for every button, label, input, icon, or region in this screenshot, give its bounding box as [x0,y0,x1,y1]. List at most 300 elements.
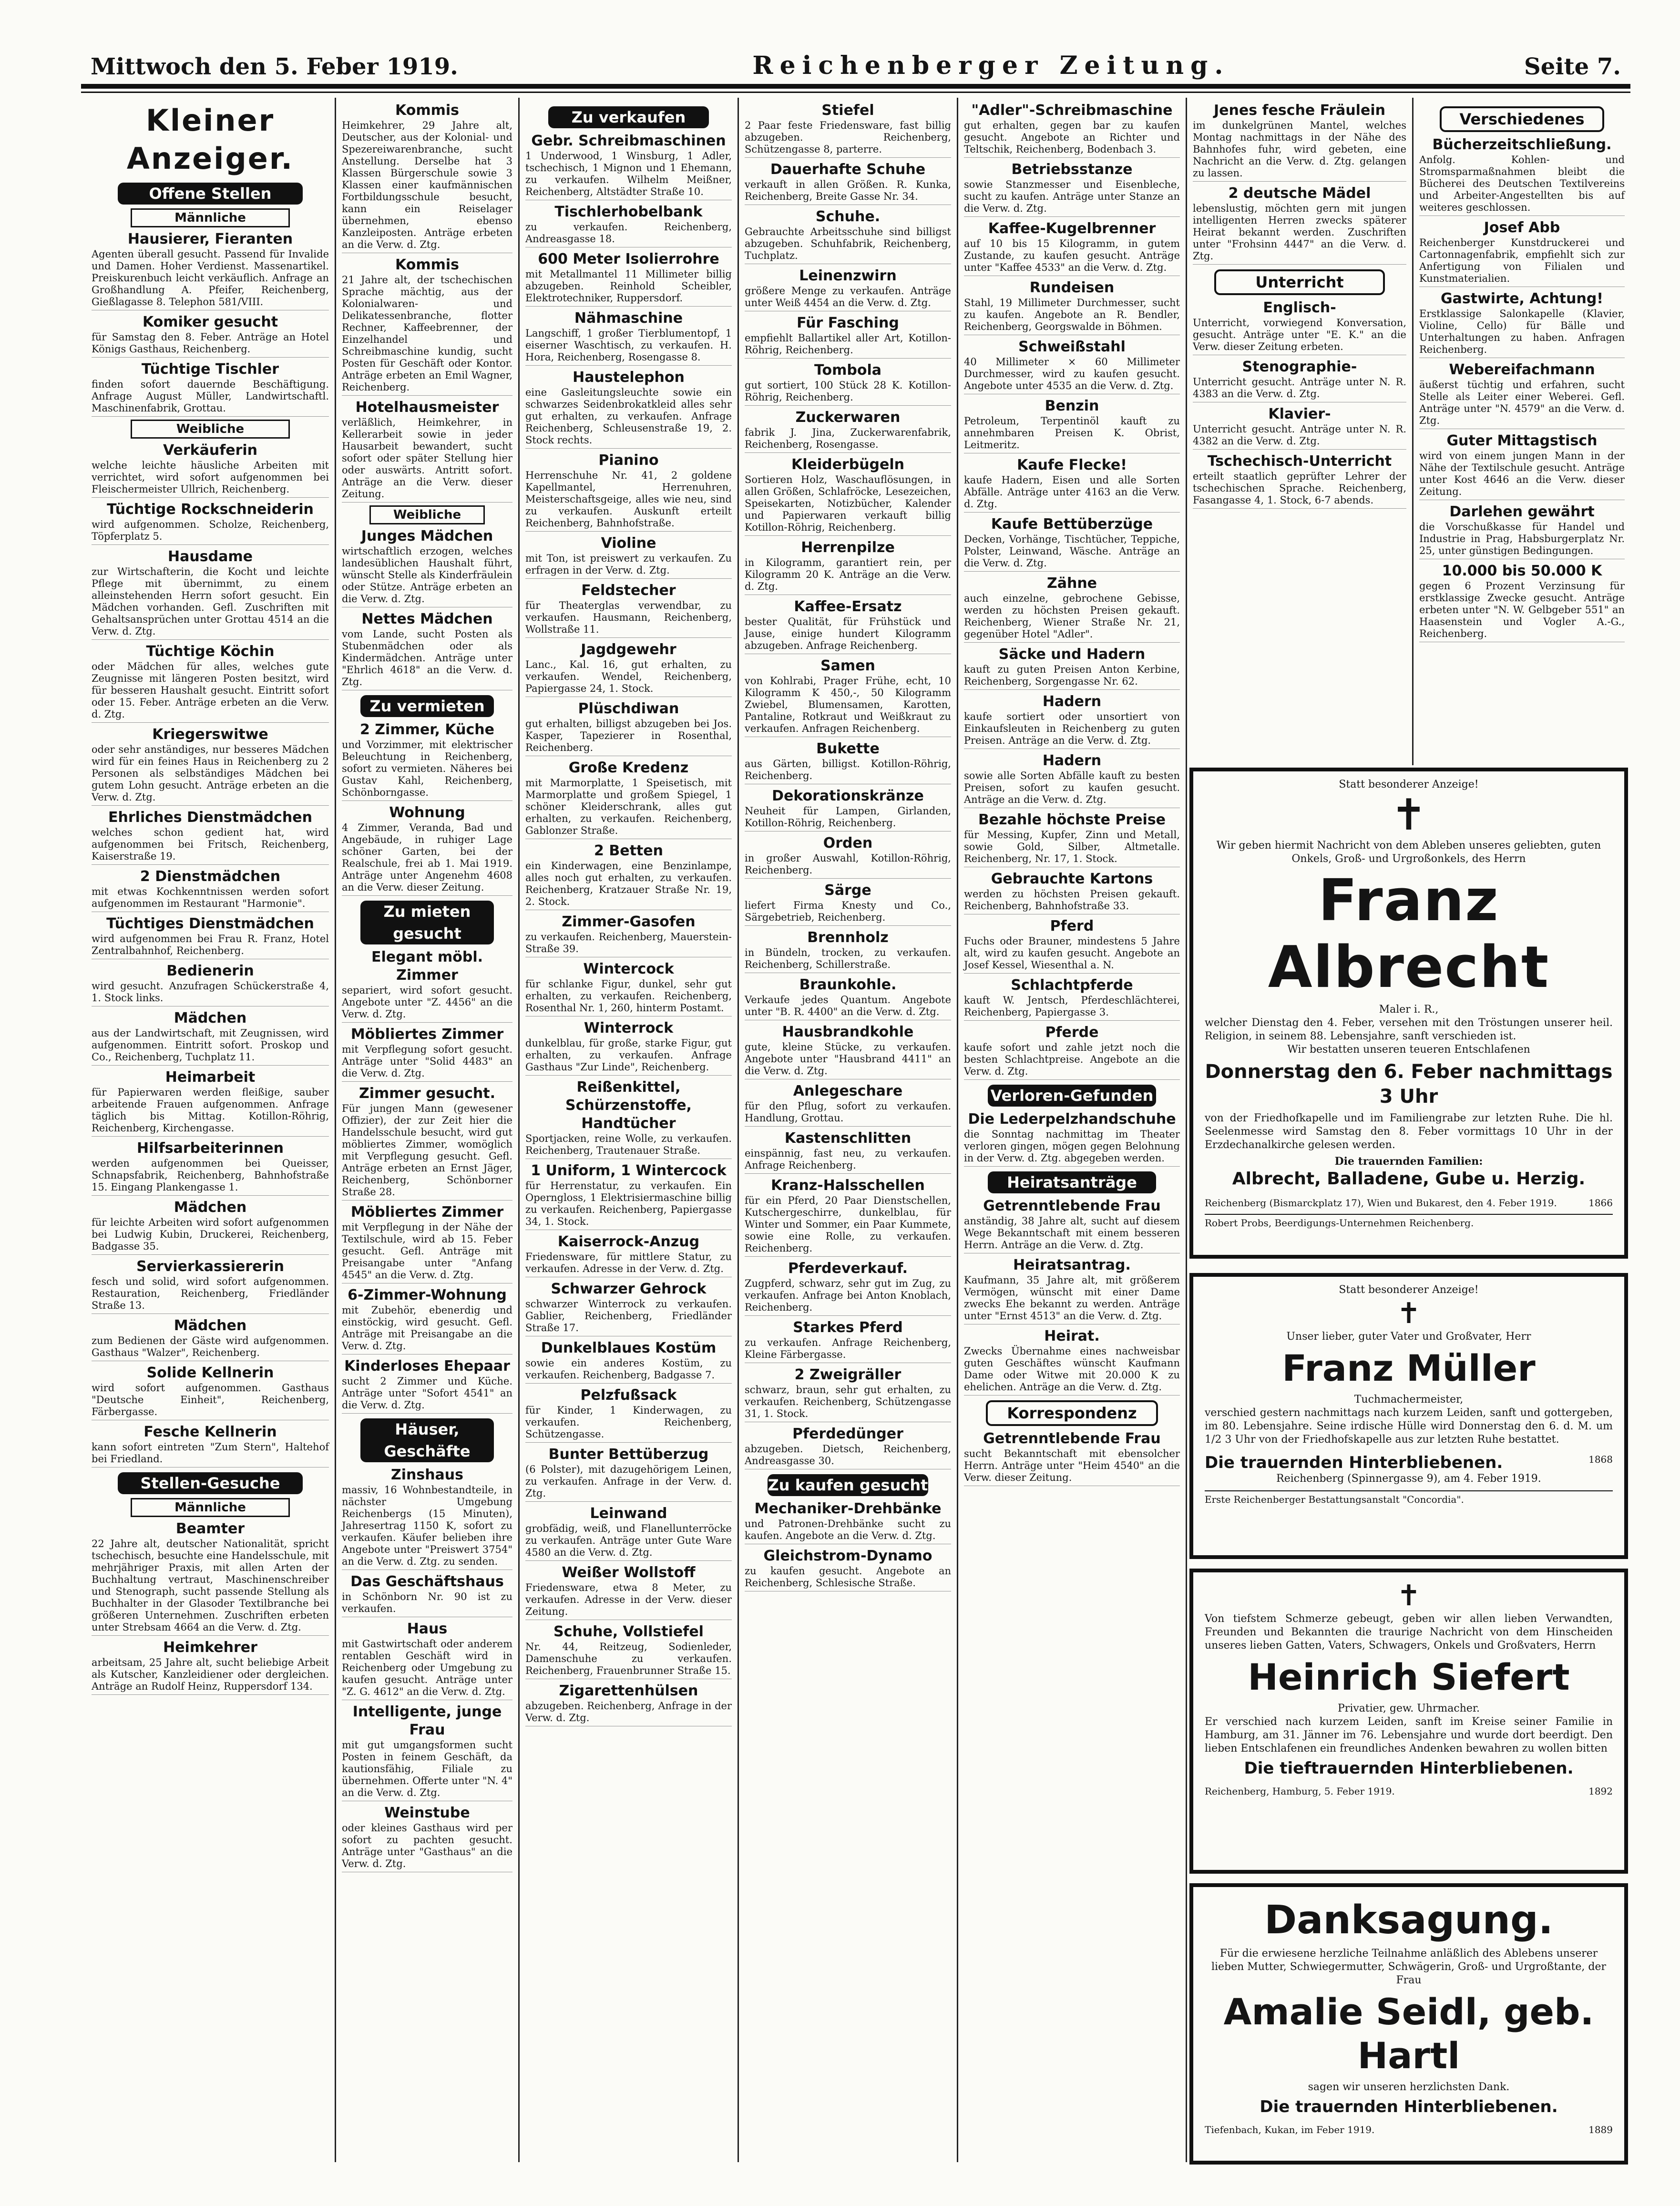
classified-ad [964,220,1180,276]
ad-body: zu verkaufen. Reichenberg, Mauerstein-Straße 39. [525,931,732,954]
classified-ad [92,230,329,310]
ad-title: Nettes Mädchen [361,611,493,627]
section-zu-vermieten: Zu vermieten [360,695,493,717]
ad-body: für leichte Arbeiten wird sofort aufgenommen bei Ludwig Kubin, Druckerei, Reichenberg, Badgasse 35. [92,1217,329,1252]
notice-name: Heinrich Siefert [1248,1656,1570,1698]
classified-ad [745,208,951,264]
ad-body: Lanc., Kal. 16, gut erhalten, zu verkaufen. Wendel, Reichenberg, Papiergasse 24, 1. Stock. [525,659,732,694]
subsection-maennliche: Männliche [131,208,290,227]
ad-title: 2 Zweigräller [794,1366,901,1383]
classified-ad [964,575,1180,643]
ad-list [1419,136,1625,642]
classified-ad [1193,358,1406,402]
classified-ad [525,451,732,532]
classified-ad [342,527,512,607]
ad-title: Leinwand [590,1505,667,1522]
ad-title: Hadern [1042,693,1102,710]
ad-title: Schlachtpferde [1011,977,1133,994]
notice-place-date: Reichenberg (Bismarckplatz 17), Wien und Bukarest, den 4. Feber 1919. [1205,1197,1557,1209]
classified-ad [745,929,951,973]
classified-ad [964,1110,1180,1167]
notice-name: Franz Albrecht [1268,868,1550,1001]
ad-title: Hilfsarbeiterinnen [137,1140,284,1157]
classified-ad [745,1425,951,1469]
ad-title: Herrenpilze [801,539,895,556]
ad-title: Heirat. [1044,1328,1100,1344]
classified-ad [745,1082,951,1127]
classified-ad [525,1339,732,1384]
ad-title: Möbliertes Zimmer [350,1204,504,1221]
ad-body: empfiehlt Ballartikel aller Art, Kotillon-Röhrig, Reichenberg. [745,332,951,356]
ad-body: kauft W. Jentsch, Pferdeschlächterei, Reichenberg, Papiergasse 3. [964,995,1180,1018]
section-zu-verkaufen: Zu verkaufen [548,106,709,128]
column-1 [86,98,336,2162]
classified-ad [964,456,1180,513]
classified-ad [92,915,329,959]
ad-body: mit Verpflegung sofort gesucht. Anträge unter "Solid 4483" an die Verw. d. Ztg. [342,1044,512,1079]
ad-list [1193,299,1406,509]
section-unterricht: Unterricht [1214,269,1384,295]
ad-title: Violine [601,535,656,552]
ad-title: Säcke und Hadern [998,646,1146,663]
ad-title: Dunkelblaues Kostüm [541,1340,717,1356]
ad-title: Webereifachmann [1449,361,1595,378]
ad-title: Schwarzer Gehrock [551,1281,707,1297]
ad-body: gute, kleine Stücke, zu verkaufen. Angebote unter "Hausbrand 4411" an die Verw. d. Ztg. [745,1041,951,1077]
ad-body: separiert, wird sofort gesucht. Angebote unter "Z. 4456" an die Verw. d. Ztg. [342,985,512,1020]
ad-title: 2 Dienstmädchen [140,868,281,885]
column-5 [958,98,1187,2162]
notice-name: Franz Müller [1282,1347,1536,1389]
ad-body: Fuchs oder Brauner, mindestens 5 Jahre alt, wird zu kaufen gesucht. Angebote an Josef Kessel, Wiesenthal a. N. [964,935,1180,971]
classified-ad [745,834,951,879]
classified-ad [92,643,329,723]
ad-body: in Kilogramm, garantiert rein, per Kilogramm 20 K. Anträge an die Verw. d. Ztg. [745,557,951,592]
ad-body: Verkaufe jedes Quantum. Angebote unter "B. R. 4400" an die Verw. d. Ztg. [745,994,951,1017]
classified-ad [342,399,512,503]
ad-body: Sortieren Holz, Waschauflösungen, in allen Größen, Schlafröcke, Lesezeichen, Speisekarten, Notizbücher, Kalender und Papierwaren verkauft billig Kotillon-Röhrig, Reichenberg. [745,474,951,533]
ad-body: liefert Firma Knesty und Co., Särgebetrieb, Reichenberg. [745,900,951,923]
ad-title: Schuhe, Vollstiefel [553,1623,704,1640]
masthead-date: Mittwoch den 5. Feber 1919. [91,53,458,80]
classified-ad [1419,432,1625,500]
ad-title: Jagdgewehr [581,641,676,658]
ad-body: von Kohlrabi, Prager Frühe, echt, 10 Kilogramm K 450,-, 50 Kilogramm Zwiebel, Blumensamen, Karotten, Pantaline, Rotkraut und Weißkraut zu verkaufen. Anfragen Reichenberg. [745,675,951,734]
ad-title: Särge [824,882,871,899]
classified-ad [745,1366,951,1422]
notice-number: 1868 [1588,1454,1613,1465]
cross-icon: ✝ [1396,1297,1421,1330]
notice-intro: Wir geben hiermit Nachricht von dem Ableben unseres geliebten, guten Onkels, Groß- und Urgroßonkels, des Herrn [1216,840,1601,865]
ad-body: oder kleines Gasthaus wird per sofort zu pachten gesucht. Anträge unter "Gasthaus" an die Verw. d. Ztg. [342,1822,512,1869]
classified-ad [92,1009,329,1066]
classified-ad [92,360,329,417]
classified-ad [92,1068,329,1137]
classified-ad [745,657,951,737]
ad-title: Kaufe Flecke! [1017,457,1127,473]
masthead [91,42,1621,80]
classified-ad [964,646,1180,690]
ad-title: Samen [820,657,875,674]
classified-ad [525,250,732,307]
ad-title: 10.000 bis 50.000 K [1442,563,1602,579]
ad-body: verkauft in allen Größen. R. Kunka, Reichenberg, Breite Gasse Nr. 34. [745,179,951,202]
notice-name: Amalie Seidl, geb. Hartl [1223,1991,1594,2077]
ad-list [964,102,1180,1080]
ad-body: aus Gärten, billigst. Kotillon-Röhrig, Reichenberg. [745,758,951,781]
ad-body: gut erhalten, billigst abzugeben bei Jos. Kasper, Tapezierer in Rosenthal, Reichenberg. [525,718,732,753]
classified-title: Kleiner Anzeiger. [126,103,294,176]
ad-title: Pferdeverkauf. [788,1260,908,1277]
ad-body: 22 Jahre alt, deutscher Nationalität, spricht tschechisch, besuchte eine Handelsschule, mit mehrjähriger Praxis, mit allen Arten der Buchhaltung vertraut, Maschinenschreiber und Stenograph, sucht passende Stellung als Buchhalter in der Glasoder Textilbranche bei größeren Unternehmen. Zuschriften erbeten unter Strebsam 4664 an die Verw. d. Ztg. [92,1538,329,1633]
ad-title: Braunkohle. [799,976,897,993]
column-2 [336,98,520,2162]
ad-body: zu kaufen gesucht. Angebote an Reichenberg, Schlesische Straße. [745,1565,951,1589]
ad-body: kaufe sofort und zahle jetzt noch die besten Schlachtpreise. Angebote an die Verw. d. Ztg. [964,1042,1180,1077]
ad-title: Winterrock [584,1020,674,1036]
ad-body: kaufe sortiert oder unsortiert von Einkaufsleuten in Reichenberg zu guten Preisen. Anträge an die Verw. d. Ztg. [964,711,1180,746]
classified-ad [342,721,512,801]
classified-ad [745,1319,951,1363]
classified-ad [525,369,732,449]
ad-list [964,1430,1180,1486]
classified-ad [964,1197,1180,1253]
classified-ad [964,397,1180,453]
ad-title: Heimkehrer [163,1639,257,1656]
classified-ad [745,102,951,158]
ad-title: 2 Betten [594,842,663,859]
masthead-title: Reichenberger Zeitung. [752,51,1230,80]
ad-title: Kleiderbügeln [791,456,905,473]
ad-body: für Kinder, 1 Kinderwagen, zu verkaufen. Reichenberg, Schützengasse. [525,1405,732,1440]
ad-body: oder Mädchen für alles, welches gute Zeugnisse mit längeren Posten besitzt, wird für besseren Haushalt gesucht. Eintritt sofort oder 15. Feber. Anträge erbeten an die Verw. d. Ztg. [92,661,329,720]
ad-title: Kinderloses Ehepaar [344,1358,510,1375]
ad-body: finden sofort dauernde Beschäftigung. Anfrage August Müller, Landwirtschaftl. Maschinenfabrik, Grottau. [92,379,329,414]
ad-title: Betriebsstanze [1011,161,1133,178]
ad-title: Tüchtige Rockschneiderin [107,501,314,518]
ad-body: fabrik J. Jina, Zuckerwarenfabrik, Reichenberg, Rosengasse. [745,427,951,450]
ad-title: Getrenntlebende Frau [983,1198,1161,1214]
ad-title: Schweißstahl [1018,339,1126,355]
thanks-notice-seidl [1189,1883,1628,2165]
death-notice-mueller [1189,1273,1628,1559]
ad-title: Tschechisch-Unterricht [1207,453,1392,470]
ad-body: 21 Jahre alt, der tschechischen Sprache mächtig, aus der Kolonialwaren- und Delikatessenbranche, flotter Rechner, Kaffeebrenner, der Einzelhandel und Schreibmaschine kundig, sucht Posten für Geschäft oder Kontor. Anträge erbeten an Emil Wagner, Reichenberg. [342,274,512,393]
ad-title: Kaiserrock-Anzug [557,1233,700,1250]
ad-title: Gleichstrom-Dynamo [763,1548,932,1564]
ad-body: und Patronen-Drehbänke sucht zu kaufen. Angebote an die Verw. d. Ztg. [745,1518,951,1541]
ad-body: wird aufgenommen. Scholze, Reichenberg, Töpferplatz 5. [92,519,329,542]
ad-body: arbeitsam, 25 Jahre alt, sucht beliebige Arbeit als Kutscher, Kanzleidiener oder dergleichen. Anträge an Rudolf Heinz, Ruppersdorf 134. [92,1657,329,1692]
notice-number: 1892 [1588,1785,1613,1797]
ad-title: Feldstecher [581,582,676,599]
classified-ad [745,1260,951,1316]
classified-ad [525,1446,732,1502]
ad-list [342,1466,512,1872]
ad-body: wird von einem jungen Mann in der Nähe der Textilschule gesucht. Anträge unter Kost 4646 an die Verw. dieser Zeitung. [1419,450,1625,497]
classified-ad [745,314,951,359]
classified-ad [92,809,329,865]
ad-title: Solide Kellnerin [146,1365,274,1381]
ad-title: Tüchtige Tischler [141,361,279,378]
classified-ad [92,1317,329,1361]
ad-body: für Theaterglas verwendbar, zu verkaufen. Hausmann, Reichenberg, Wollstraße 11. [525,600,732,635]
ad-body: Herrenschuhe Nr. 41, 2 goldene Kapellmantel, Herrenuhren, Meisterschaftsgeige, alles wie neu, sind zu verkaufen. Auskunft erteilt Reichenberg, Bahnhofstraße. [525,470,732,529]
ad-title: Bunter Bettüberzug [548,1446,709,1463]
ad-body: Friedensware, etwa 8 Meter, zu verkaufen. Adresse in der Verw. dieser Zeitung. [525,1582,732,1617]
ad-body: Unterricht gesucht. Anträge unter N. R. 4383 an die Verw. d. Ztg. [1193,376,1406,400]
ad-body: lebenslustig, möchten gern mit jungen intelligenten Herren zwecks späterer Heirat bekannt werden. Zuschriften unter "Frohsinn 4447" an die Verw. d. Ztg. [1193,203,1406,262]
ad-body: in Bündeln, trocken, zu verkaufen. Reichenberg, Schillerstraße. [745,947,951,970]
ad-title: Ehrliches Dienstmädchen [108,809,312,826]
classified-ad [525,1505,732,1561]
classified-ad [92,501,329,545]
ad-title: Kommis [395,102,459,119]
classified-ad [525,842,732,910]
ad-body: abzugeben. Dietsch, Reichenberg, Andreasgasse 30. [745,1443,951,1467]
ad-list [342,948,512,1414]
ad-body: Decken, Vorhänge, Tischtücher, Teppiche, Polster, Leinwand, Wäsche. Anträge an die Verw. d. Ztg. [964,534,1180,569]
ad-title: Pianino [598,452,659,469]
ad-list [342,721,512,896]
ad-body: 40 Millimeter × 60 Millimeter Durchmesser, wird zu kaufen gesucht. Angebote unter 4535 an die Verw. d. Ztg. [964,356,1180,391]
ad-title: Wohnung [389,804,465,821]
ad-title: Tombola [814,362,881,379]
ad-title: Getrenntlebende Frau [983,1430,1161,1447]
ad-title: 1 Uniform, 1 Wintercock [531,1162,727,1179]
ad-body: sowie Stanzmesser und Eisenbleche, sucht zu kaufen. Anträge unter Stanze an die Verw. d. Ztg. [964,179,1180,214]
ad-title: Mechaniker-Drehbänke [754,1500,942,1517]
ad-body: Heimkehrer, 29 Jahre alt, Deutscher, aus der Kolonial- und Spezereiwarenbranche, sucht Anstellung. Derselbe hat 3 Klassen Bürgerschule sowie 3 Klassen einer kaufmännischen Fortbildungsschule besucht, kann ein Reiselager übernehmen, ebenso Kanzleiposten. Anträge erbeten an die Verw. d. Ztg. [342,120,512,250]
ad-body: die Vorschußkasse für Handel und Industrie in Prag, Habsburgerplatz Nr. 25, unter günstigen Bedingungen. [1419,521,1625,556]
classified-ad [964,102,1180,158]
notice-undertaker: Erste Reichenberger Bestattungsanstalt "Concordia". [1205,1494,1464,1505]
ad-title: Tüchtige Köchin [146,643,275,660]
subsection-weibliche: Weibliche [131,420,290,439]
ad-title: Bukette [816,740,880,757]
ad-body: gegen 6 Prozent Verzinsung für erstklassige Zwecke gesucht. Anträge erbeten unter "N. W. Gelbgeber 551" an Haasenstein und Vogler A.-G., Reichenberg. [1419,580,1625,639]
ad-body: werden zu höchsten Preisen gekauft. Reichenberg, Bahnhofstraße 33. [964,888,1180,912]
ad-title: Weißer Wollstoff [562,1564,696,1581]
section-korrespondenz: Korrespondenz [986,1400,1158,1426]
ad-body: Unterricht, vorwiegend Konversation, gesucht. Anträge unter "E. K." an die Verw. dieser Zeitung erbeten. [1193,317,1406,352]
ad-body: für ein Pferd, 20 Paar Dienstschellen, Kutschergeschirre, dunkelblau, für Winter und Sommer, ein Paar Kummete, sowie eine Rolle, zu verkaufen. Reichenberg. [745,1195,951,1254]
ad-body: fesch und solid, wird sofort aufgenommen. Restauration, Reichenberg, Friedländer Straße 13. [92,1276,329,1311]
ad-body: 2 Paar feste Friedensware, fast billig abzugeben. Reichenberg, Schützengasse 8, parterre. [745,120,951,155]
ad-list [745,1500,951,1591]
ad-title: Intelligente, junge Frau [352,1703,502,1738]
ad-title: Zinshaus [390,1467,464,1483]
classified-ad [342,1357,512,1414]
column-7 [1414,98,1630,765]
ad-title: Für Fasching [797,315,899,331]
ad-title: Mädchen [174,1010,247,1026]
ad-body: für Herrenstatur, zu verkaufen. Ein Operngloss, 1 Elektrisiermaschine billig zu verkaufen. Reichenberg, Papiergasse 34, 1. Stock. [525,1180,732,1227]
notice-intro: Unser lieber, guter Vater und Großvater, Herr [1286,1331,1531,1343]
ad-list [745,102,951,1469]
ad-title: 600 Meter Isolierrohre [538,251,719,267]
notice-undertaker-line [1205,1214,1613,1229]
section-haeuser-geschaefte: Häuser, Geschäfte [360,1418,493,1462]
classified-ad [342,1573,512,1617]
ad-body: ein Kinderwagen, eine Benzinlampe, alles noch gut erhalten, zu verkaufen. Reichenberg, Kratzauer Straße Nr. 19, 2. Stock. [525,860,732,907]
ad-title: Kaffee-Kugelbrenner [988,220,1156,237]
ad-body: werden aufgenommen bei Queisser, Schnapsfabrik, Reichenberg, Bahnhofstraße 15. Eingang Plankengasse 1. [92,1158,329,1193]
ad-body: 4 Zimmer, Veranda, Bad und Angebäude, in ruhiger Lage schöner Garten, bei der Realschule, frei ab 1. Mai 1919. Anträge unter Angenehm 4608 an die Verw. dieser Zeitung. [342,822,512,893]
notice-intro: Für die erwiesene herzliche Teilnahme anläßlich des Ablebens unserer lieben Mutter, Schwiegermutter, Schwägerin, Groß- und Urgroßtante, der Frau [1211,1948,1607,1986]
notice-mourners: Die trauernden Hinterbliebenen. [1260,2097,1558,2116]
ad-title: Hausierer, Fieranten [127,231,293,247]
classified-ad [342,1085,512,1200]
ad-body: sowie alle Sorten Abfälle kauft zu besten Preisen, sofort zu kaufen gesucht. Anträge an die Verw. d. Ztg. [964,770,1180,805]
ad-body: die Sonntag nachmittag im Theater verloren gingen, mögen gegen Belohnung in der Verw. d. Ztg. abgegeben werden. [964,1129,1180,1164]
ad-title: Haus [407,1621,448,1637]
classified-ad [964,338,1180,394]
notice-thanks: sagen wir unseren herzlichsten Dank. [1308,2081,1510,2093]
classified-ad [92,962,329,1006]
ad-title: Elegant möbl. Zimmer [371,949,483,984]
ad-title: Starkes Pferd [793,1319,903,1336]
ad-title: Zigarettenhülsen [559,1683,698,1699]
ad-list [92,230,329,417]
ad-list [92,441,329,1467]
classified-ad [342,948,512,1023]
ad-title: Dekorationskränze [772,788,924,804]
masthead-page-number: Seite 7. [1524,53,1621,80]
ad-title: Pferd [1050,918,1094,934]
ad-body: sowie ein anderes Kostüm, zu verkaufen. Reichenberg, Badgasse 7. [525,1357,732,1381]
classified-ad [92,1639,329,1695]
ad-body: grobfädig, weiß, und Flanellunterröcke zu verkaufen. Anträge unter Gute Ware 4580 an die Verw. d. Ztg. [525,1523,732,1558]
ad-title: Stiefel [821,102,874,119]
ad-title: Leinenzwirn [799,267,897,284]
classified-ad [92,868,329,912]
ad-body: mit Ton, ist preiswert zu verkaufen. Zu erfragen in der Verw. d. Ztg. [525,553,732,576]
ad-body: Friedensware, für mittlere Statur, zu verkaufen. Adresse in der Verw. d. Ztg. [525,1251,732,1274]
notice-families: Albrecht, Balladene, Gube u. Herzig. [1232,1169,1586,1189]
ad-body: Stahl, 19 Millimeter Durchmesser, sucht zu kaufen. Angebote an R. Bendler, Reichenberg, Georgswalde in Böhmen. [964,297,1180,332]
ad-title: Das Geschäftshaus [350,1573,504,1590]
ad-body: Petroleum, Terpentinöl kauft zu annehmbaren Preisen K. Obrist, Leitmeritz. [964,415,1180,451]
ad-body: mit gut umgangsformen sucht Posten in feinem Geschäft, da kautionsfähig, Filiale zu übernehmen. Offerte unter "N. 4" an die Verw. d. Ztg. [342,1739,512,1798]
classified-ad [1193,452,1406,509]
notice-mourners-label: Die trauernden Familien: [1334,1155,1483,1168]
classified-ad [342,256,512,396]
notice-footer [1205,1451,1613,1472]
classified-ad [342,1466,512,1570]
ad-body: in großer Auswahl, Kotillon-Röhrig, Reichenberg. [745,852,951,876]
ad-body: 1 Underwood, 1 Winsburg, 1 Adler, tschechisch, 1 Mignon und 1 Ehemann, zu verkaufen. Wilhelm Meißner, Reichenberg, Altstädter Straße 10. [525,150,732,197]
ad-title: Kriegerswitwe [152,726,268,743]
ad-body: wirtschaftlich erzogen, welches landesüblichen Haushalt führt, wünscht Stelle als Kinderfräulein oder Stütze. Anträge erbeten an die Verw. d. Ztg. [342,545,512,605]
section-stellen-gesuche: Stellen-Gesuche [118,1472,303,1494]
classified-ad [964,811,1180,867]
ad-body: zum Bedienen der Gäste wird aufgenommen. Gasthaus "Walzer", Reichenberg. [92,1335,329,1358]
notice-profession: Tuchmachermeister, [1354,1394,1464,1406]
notice-funeral-date: Donnerstag den 6. Feber nachmittags 3 Uhr [1205,1061,1613,1108]
ad-body: dunkelblau, für große, starke Figur, gut erhalten, zu verkaufen. Anfrage Gasthaus "Zur Linde", Reichenberg. [525,1037,732,1073]
ad-title: Bezahle höchste Preise [978,811,1166,828]
ad-body: zur Wirtschafterin, die Kocht und leichte Pflege mit übernimmt, zu einem alleinstehenden Herrn sofort gesucht. Ein Mädchen vorhanden. Gefl. Zuschriften mit Gehaltsansprüchen unter Grottau 4514 an die Verw. d. Ztg. [92,566,329,637]
ad-body: mit Zubehör, ebenerdig und einstöckig, wird gesucht. Gefl. Anträge mit Preisangabe an die Verw. d. Ztg. [342,1304,512,1352]
ad-title: Heiratsantrag. [1013,1257,1131,1273]
classified-ad [745,1547,951,1591]
ad-title: Haustelephon [573,369,685,386]
ad-body: Erstklassige Salonkapelle (Klavier, Violine, Cello) für Bälle und Unterhaltungen zu haben. Anfragen Reichenberg. [1419,308,1625,355]
ad-title: Mädchen [174,1317,247,1334]
cross-icon: ✝ [1396,1579,1421,1612]
classified-ad [525,1162,732,1230]
column-3 [520,98,739,2162]
ad-body: Für jungen Mann (gewesener Offizier), der zur Zeit hier die Handelsschule besucht, wird gut möbliertes Zimmer, womöglich mit Verpflegung gesucht. Gefl. Anträge erbeten an Ernst Jäger, Reichenberg, Schönborner Straße 28. [342,1103,512,1198]
ad-jenes-fesches-fraeulein [1193,102,1406,182]
classified-ad [964,279,1180,335]
ad-title: Plüschdiwan [578,700,679,717]
classified-ad [745,598,951,654]
classified-ad [745,1177,951,1257]
notice-text: verschied gestern nachmittags nach kurzem Leiden, sanft und gottergeben, im 80. Lebensjahre. Seine irdische Hülle wird Donnerstag den 6. d. M. um 1/2 3 Uhr von der Friedhofskapelle aus zur letzten Ruhe bestattet. [1205,1407,1613,1446]
classified-ad [525,1078,732,1159]
ad-body: Gebrauchte Arbeitsschuhe sind billigst abzugeben. Schuhfabrik, Reichenberg, Tuchplatz. [745,226,951,261]
ad-body: in Schönborn Nr. 90 ist zu verkaufen. [342,1591,512,1614]
classified-ad [1419,562,1625,642]
ad-body: Kaufmann, 35 Jahre alt, mit größerem Vermögen, wünscht mit einer Dame zwecks Ehe bekannt zu werden. Anträge unter "Ernst 4513" an die Verw. d. Ztg. [964,1274,1180,1322]
classified-ad [1419,503,1625,559]
ad-title: Zimmer-Gasofen [562,913,696,930]
section-zu-mieten-gesucht: Zu mieten gesucht [360,901,493,944]
ad-title: Gebrauchte Kartons [991,871,1153,887]
classified-ad [964,752,1180,808]
notice-text: Wir bestatten unseren teueren Entschlafenen [1287,1044,1530,1056]
ad-title: Orden [823,835,873,852]
ad-body: mit Marmorplatte, 1 Speisetisch, mit Marmorplatte und großem Spiegel, 1 schöner Kleiderschrank, alles gut erhalten, zu verkaufen. Reichenberg, Gablonzer Straße. [525,777,732,836]
ad-title: Weinstube [384,1805,470,1821]
ad-title: Anlegeschare [793,1083,903,1099]
classified-ad [964,870,1180,914]
column-6 [1187,98,1414,765]
ad-body: größere Menge zu verkaufen. Anträge unter Weiß 4454 an die Verw. d. Ztg. [745,285,951,308]
classified-ad [745,456,951,536]
classified-ad [964,1024,1180,1080]
ad-list [964,1110,1180,1167]
classified-ad [745,787,951,831]
classified-ad [92,726,329,806]
classified-ad [964,1256,1180,1324]
ad-body: Neuheit für Lampen, Girlanden, Kotillon-Röhrig, Reichenberg. [745,805,951,829]
ad-title: Beamter [175,1520,245,1537]
ad-body: Nr. 44, Reitzeug, Sodienleder, Damenschuhe zu verkaufen. Reichenberg, Frauenbrunner Straße 15. [525,1641,732,1676]
classified-ad [525,309,732,366]
ad-body: auf 10 bis 15 Kilogramm, in gutem Zustande, zu kaufen gesucht. Anträge unter "Kaffee 4533" an die Verw. d. Ztg. [964,238,1180,273]
ad-2-deutsche-maedel [1193,185,1406,265]
ad-list [342,102,512,503]
classified-ad [525,1019,732,1076]
ad-body: für Papierwaren werden fleißige, sauber arbeitende Frauen aufgenommen. Anfrage täglich bis Mittag. Kotillon-Röhrig, Reichenberg, Kirchengasse. [92,1087,329,1134]
classified-ad [745,1500,951,1544]
section-zu-kaufen-gesucht: Zu kaufen gesucht [768,1474,929,1496]
ad-title: Guter Mittagstisch [1446,432,1598,449]
classified-ad [342,1203,512,1283]
ad-title: Josef Abb [1484,219,1560,236]
ad-title: Heimarbeit [165,1069,256,1086]
classified-ad [964,161,1180,217]
ad-title: Kastenschlitten [784,1130,912,1147]
ad-title: Pferdedünger [792,1426,903,1442]
classified-ad [745,976,951,1020]
classified-ad [525,534,732,579]
classified-ad [745,361,951,406]
notice-footer [1205,2122,1613,2136]
